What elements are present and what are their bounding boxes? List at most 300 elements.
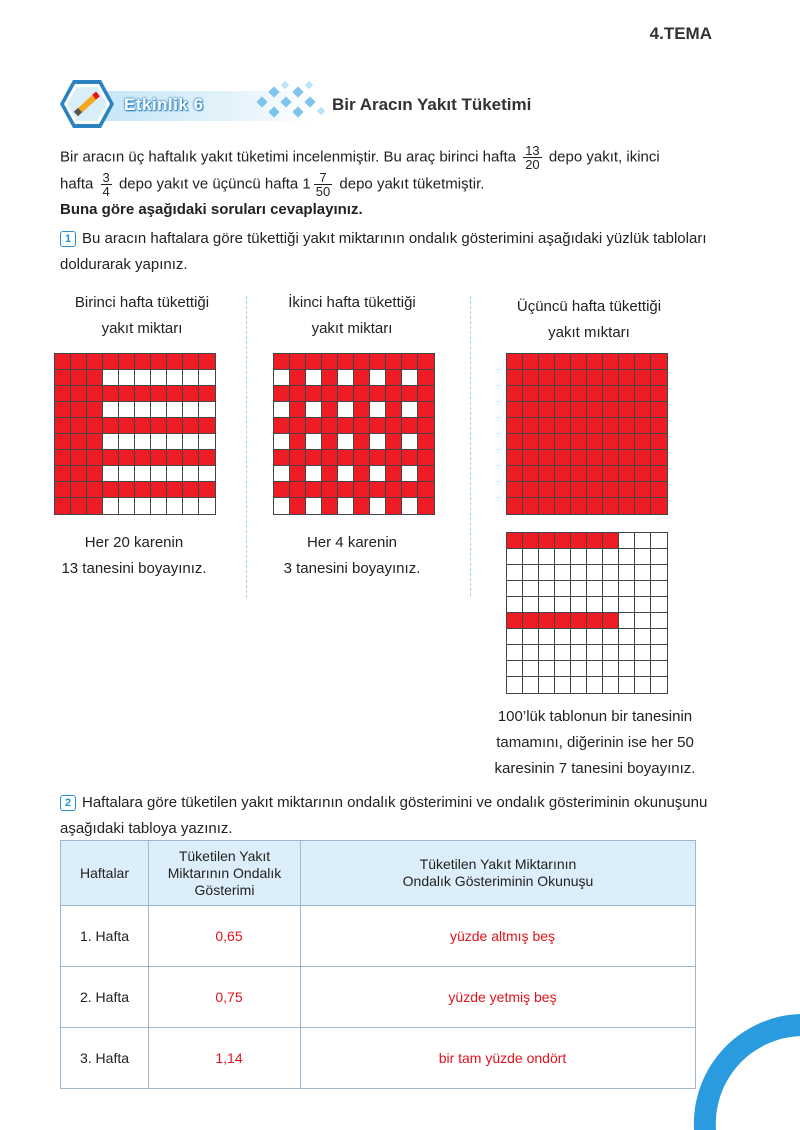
grid-cell <box>274 450 290 466</box>
grid-cell <box>651 418 667 434</box>
grid-cell <box>587 613 603 629</box>
activity-title: Bir Aracın Yakıt Tüketimi <box>332 95 532 114</box>
grid-cell <box>370 482 386 498</box>
grid-cell <box>290 498 306 514</box>
reading-cell[interactable]: yüzde yetmiş beş <box>301 967 696 1028</box>
activity-number: Etkinlik 6 <box>124 95 204 114</box>
grid-cell <box>338 370 354 386</box>
grid-cell <box>635 597 651 613</box>
grid-cell <box>619 549 635 565</box>
grid-cell <box>418 418 434 434</box>
grid-cell <box>167 354 183 370</box>
intro-text-2: depo yakıt, ikinci <box>548 148 660 166</box>
grid-cell <box>587 549 603 565</box>
grid-cell <box>539 386 555 402</box>
grid-cell <box>354 482 370 498</box>
grid-cell <box>418 386 434 402</box>
grid-cell <box>306 370 322 386</box>
grid-cell <box>619 533 635 549</box>
grid-cell <box>651 613 667 629</box>
grid-cell <box>354 402 370 418</box>
grid-cell <box>523 370 539 386</box>
grid-cell <box>507 386 523 402</box>
grid-cell <box>619 370 635 386</box>
grid-cell <box>135 482 151 498</box>
column-2-caption: Her 4 karenin 3 tanesini boyayınız. <box>283 534 421 577</box>
grid-cell <box>386 498 402 514</box>
grid-cell <box>571 498 587 514</box>
grid-cell <box>338 498 354 514</box>
grid-cell <box>539 498 555 514</box>
grid-cell <box>539 482 555 498</box>
grid-cell <box>507 533 523 549</box>
grid-cell <box>167 386 183 402</box>
grid-cell <box>322 498 338 514</box>
grid-cell <box>539 661 555 677</box>
grid-cell <box>199 498 215 514</box>
grid-cell <box>635 498 651 514</box>
grid-cell <box>71 434 87 450</box>
grid-cell <box>539 354 555 370</box>
hundred-grid-week-1 <box>54 353 216 515</box>
grid-cell <box>587 418 603 434</box>
column-3-caption: 100’lük tablonun bir tanesinin tamamını, diğerinin ise her 50 karesinin 7 tanesini boyayınız. <box>494 708 696 777</box>
grid-cell <box>539 613 555 629</box>
grid-cell <box>55 434 71 450</box>
grid-cell <box>651 629 667 645</box>
grid-cell <box>418 434 434 450</box>
grid-cell <box>370 450 386 466</box>
intro-text-4: depo yakıt ve üçüncü hafta 1 <box>118 175 311 193</box>
grid-cell <box>619 482 635 498</box>
grid-cell <box>523 450 539 466</box>
grid-cell <box>103 354 119 370</box>
grid-cell <box>571 370 587 386</box>
grid-cell <box>587 629 603 645</box>
grid-cell <box>555 418 571 434</box>
grid-cell <box>635 677 651 693</box>
grid-cell <box>370 402 386 418</box>
hundred-grid-week-2 <box>273 353 435 515</box>
grid-cell <box>322 386 338 402</box>
grid-cell <box>274 418 290 434</box>
grid-cell <box>635 661 651 677</box>
grid-cell <box>167 498 183 514</box>
grid-cell <box>71 402 87 418</box>
grid-cell <box>402 418 418 434</box>
table-row <box>61 1028 696 1089</box>
grid-cell <box>386 402 402 418</box>
grid-cell <box>151 466 167 482</box>
grid-cell <box>571 402 587 418</box>
grid-cell <box>386 418 402 434</box>
grid-cell <box>507 466 523 482</box>
grid-cell <box>87 434 103 450</box>
grid-cell <box>274 370 290 386</box>
grid-cell <box>354 354 370 370</box>
grid-cell <box>402 434 418 450</box>
grid-cell <box>167 418 183 434</box>
grid-cell <box>619 661 635 677</box>
grid-cell <box>587 482 603 498</box>
grid-cell <box>119 402 135 418</box>
reading-cell[interactable]: bir tam yüzde ondört <box>301 1028 696 1089</box>
grid-cell <box>523 581 539 597</box>
grid-cell <box>523 549 539 565</box>
grid-cell <box>587 533 603 549</box>
grid-cell <box>523 498 539 514</box>
grid-cell <box>167 466 183 482</box>
grid-cell <box>651 645 667 661</box>
grid-cell <box>635 434 651 450</box>
grid-cell <box>402 386 418 402</box>
grid-cell <box>167 482 183 498</box>
grid-cell <box>587 466 603 482</box>
grid-cell <box>539 466 555 482</box>
grid-cell <box>507 597 523 613</box>
grid-cell <box>418 498 434 514</box>
grid-cell <box>555 434 571 450</box>
grid-cell <box>539 418 555 434</box>
grid-cell <box>183 402 199 418</box>
grid-cell <box>651 402 667 418</box>
column-1-caption: Her 20 karenin 13 tanesini boyayınız. <box>61 534 207 577</box>
fraction-7-50: $\frac{7}{50}$ <box>315 170 331 199</box>
week-cell: 3. Hafta <box>61 1028 149 1089</box>
grid-cell <box>103 418 119 434</box>
grid-cell <box>555 402 571 418</box>
grid-cell <box>651 370 667 386</box>
grid-cell <box>402 354 418 370</box>
grid-cell <box>603 434 619 450</box>
grid-cell <box>55 498 71 514</box>
grid-cell <box>386 370 402 386</box>
grid-cell <box>651 434 667 450</box>
grid-cell <box>651 533 667 549</box>
question-2-text: Haftalara göre tüketilen yakıt miktarının ondalık gösterimini ve ondalık gösteriminin okunuşunu aşağıdaki tabloya yazınız. <box>60 794 708 837</box>
grid-cell <box>183 434 199 450</box>
grid-cell <box>571 597 587 613</box>
grid-cell <box>635 482 651 498</box>
grid-cell <box>555 450 571 466</box>
grid-cell <box>354 466 370 482</box>
grid-cell <box>619 565 635 581</box>
grid-cell <box>555 533 571 549</box>
grid-cell <box>71 370 87 386</box>
grid-cell <box>306 450 322 466</box>
grid-cell <box>587 402 603 418</box>
grid-cell <box>635 418 651 434</box>
grid-cell <box>151 386 167 402</box>
grid-cell <box>354 498 370 514</box>
grid-cell <box>354 370 370 386</box>
grid-cell <box>87 498 103 514</box>
grid-cell <box>55 402 71 418</box>
grid-cell <box>571 549 587 565</box>
intro-text-5: depo yakıt tüketmiştir. <box>339 175 485 193</box>
grid-cell <box>402 450 418 466</box>
grid-cell <box>274 482 290 498</box>
grid-cell <box>523 418 539 434</box>
grid-cell <box>651 354 667 370</box>
grid-cell <box>55 370 71 386</box>
grid-cell <box>571 613 587 629</box>
grid-cell <box>418 402 434 418</box>
grid-cell <box>306 498 322 514</box>
grid-cell <box>338 434 354 450</box>
grid-cell <box>635 354 651 370</box>
grid-cell <box>183 386 199 402</box>
grid-cell <box>587 645 603 661</box>
column-divider-2 <box>470 296 471 596</box>
grid-cell <box>338 386 354 402</box>
grid-cell <box>183 466 199 482</box>
question-number-badge: 2 <box>60 795 76 811</box>
grid-cell <box>651 565 667 581</box>
answer-table <box>60 840 696 1089</box>
grid-cell <box>135 402 151 418</box>
week-cell: 2. Hafta <box>61 967 149 1028</box>
grid-cell <box>523 645 539 661</box>
grid-cell <box>555 370 571 386</box>
grid-cell <box>306 386 322 402</box>
grid-cell <box>87 450 103 466</box>
grid-cell <box>119 370 135 386</box>
grid-cell <box>523 565 539 581</box>
grid-cell <box>87 402 103 418</box>
grid-cell <box>354 418 370 434</box>
grid-cell <box>555 629 571 645</box>
grid-cell <box>338 482 354 498</box>
grid-cell <box>587 661 603 677</box>
grid-cell <box>402 402 418 418</box>
grid-cell <box>338 450 354 466</box>
grid-cell <box>587 581 603 597</box>
header-reading: Tüketilen Yakıt Miktarının Ondalık Gösteriminin Okunuşu <box>301 841 696 906</box>
grid-cell <box>119 418 135 434</box>
grid-cell <box>507 581 523 597</box>
intro-text-3: hafta <box>60 175 94 193</box>
grid-cell <box>651 597 667 613</box>
decimal-cell[interactable]: 1,14 <box>149 1028 301 1089</box>
grid-cell <box>651 549 667 565</box>
grid-cell <box>199 482 215 498</box>
grid-cell <box>151 418 167 434</box>
grid-cell <box>71 450 87 466</box>
grid-cell <box>507 370 523 386</box>
grid-cell <box>587 450 603 466</box>
header-decimal: Tüketilen Yakıt Miktarının Ondalık Gösterimi <box>149 841 301 906</box>
grid-cell <box>322 434 338 450</box>
question-1-text: Bu aracın haftalara göre tükettiği yakıt miktarının ondalık gösterimini aşağıdaki yüzlük tabloları doldurarak yapınız. <box>60 230 707 273</box>
grid-cell <box>119 386 135 402</box>
grid-cell <box>507 645 523 661</box>
grid-cell <box>587 565 603 581</box>
grid-cell <box>151 402 167 418</box>
grid-cell <box>103 402 119 418</box>
grid-cell <box>386 354 402 370</box>
grid-cell <box>135 450 151 466</box>
grid-cell <box>523 613 539 629</box>
grid-cell <box>539 533 555 549</box>
grid-cell <box>523 661 539 677</box>
grid-cell <box>539 549 555 565</box>
table-header-row <box>61 841 696 906</box>
grid-cell <box>507 482 523 498</box>
grid-cell <box>290 466 306 482</box>
grid-cell <box>635 386 651 402</box>
column-3-label: Üçüncü hafta tükettiği yakıt mıktarı <box>516 298 662 341</box>
fraction-3-4: $\frac{3}{4}$ <box>102 170 110 199</box>
grid-cell <box>587 597 603 613</box>
grid-cell <box>199 466 215 482</box>
grid-cell <box>603 386 619 402</box>
grid-cell <box>119 434 135 450</box>
grid-cell <box>199 402 215 418</box>
grid-cell <box>402 498 418 514</box>
grid-cell <box>523 354 539 370</box>
grid-cell <box>135 434 151 450</box>
grid-cell <box>135 418 151 434</box>
grid-cell <box>603 418 619 434</box>
grid-cell <box>322 370 338 386</box>
grid-cell <box>199 434 215 450</box>
grid-cell <box>183 354 199 370</box>
grid-cell <box>571 450 587 466</box>
table-row <box>61 967 696 1028</box>
grid-cell <box>199 418 215 434</box>
decimal-cell[interactable]: 0,65 <box>149 906 301 967</box>
grid-cell <box>603 482 619 498</box>
grid-cell <box>322 418 338 434</box>
grid-cell <box>71 386 87 402</box>
reading-cell[interactable]: yüzde altmış beş <box>301 906 696 967</box>
grid-cell <box>523 402 539 418</box>
grid-cell <box>199 450 215 466</box>
grid-cell <box>87 482 103 498</box>
grid-cell <box>306 482 322 498</box>
grid-cell <box>135 354 151 370</box>
grid-cell <box>523 482 539 498</box>
grid-cell <box>354 450 370 466</box>
grid-cell <box>183 482 199 498</box>
grid-cell <box>103 466 119 482</box>
grid-cell <box>322 466 338 482</box>
grid-cell <box>290 450 306 466</box>
grid-cell <box>539 581 555 597</box>
grid-cell <box>555 661 571 677</box>
grid-cell <box>402 466 418 482</box>
grid-cell <box>603 549 619 565</box>
grid-cell <box>507 549 523 565</box>
grid-cell <box>167 402 183 418</box>
hundred-grid-week-3-full <box>506 353 668 515</box>
grid-cell <box>619 354 635 370</box>
grid-cell <box>555 613 571 629</box>
grid-cell <box>55 450 71 466</box>
grid-cell <box>571 677 587 693</box>
grid-cell <box>539 629 555 645</box>
grid-cell <box>290 370 306 386</box>
week-cell: 1. Hafta <box>61 906 149 967</box>
grid-cell <box>619 498 635 514</box>
grid-cell <box>539 370 555 386</box>
grid-cell <box>370 434 386 450</box>
grid-cell <box>619 434 635 450</box>
grid-cell <box>555 466 571 482</box>
grid-cell <box>507 450 523 466</box>
grid-cell <box>386 450 402 466</box>
grid-cell <box>635 565 651 581</box>
grid-cell <box>635 450 651 466</box>
grid-cell <box>555 386 571 402</box>
diamond-pattern-icon <box>248 78 328 130</box>
table-row <box>61 906 696 967</box>
question-1 <box>60 226 730 278</box>
grid-cell <box>507 613 523 629</box>
grid-cell <box>635 549 651 565</box>
grid-cell <box>619 629 635 645</box>
grid-cell <box>87 354 103 370</box>
grid-cell <box>274 498 290 514</box>
grid-cell <box>71 482 87 498</box>
grid-cell <box>587 386 603 402</box>
grid-cell <box>306 466 322 482</box>
grid-cell <box>306 418 322 434</box>
grid-cell <box>507 661 523 677</box>
grid-cell <box>603 565 619 581</box>
grid-cell <box>135 386 151 402</box>
grid-cell <box>370 354 386 370</box>
grid-cell <box>635 466 651 482</box>
theme-label: 4.TEMA <box>649 24 712 43</box>
question-2 <box>60 790 720 842</box>
grid-cell <box>555 597 571 613</box>
grid-cell <box>306 402 322 418</box>
grid-cell <box>587 354 603 370</box>
grid-cell <box>507 434 523 450</box>
grid-cell <box>386 434 402 450</box>
grid-cell <box>619 581 635 597</box>
grid-cell <box>635 645 651 661</box>
grid-cell <box>119 450 135 466</box>
grid-cell <box>338 418 354 434</box>
grid-cell <box>571 629 587 645</box>
grid-cell <box>135 466 151 482</box>
grid-cell <box>555 645 571 661</box>
grid-cell <box>619 450 635 466</box>
grid-cell <box>199 386 215 402</box>
grid-cell <box>555 482 571 498</box>
grid-cell <box>55 482 71 498</box>
grid-cell <box>603 402 619 418</box>
grid-cell <box>571 386 587 402</box>
grid-cell <box>338 354 354 370</box>
grid-cell <box>635 629 651 645</box>
activity-header <box>58 78 598 130</box>
grid-cell <box>603 677 619 693</box>
grid-cell <box>651 386 667 402</box>
question-number-badge: 1 <box>60 231 76 247</box>
grid-cell <box>651 482 667 498</box>
decimal-cell[interactable]: 0,75 <box>149 967 301 1028</box>
grid-cell <box>539 597 555 613</box>
grid-cell <box>651 661 667 677</box>
grid-cell <box>55 418 71 434</box>
grid-cell <box>571 434 587 450</box>
column-1-label: Birinci hafta tükettiği yakıt miktarı <box>74 294 210 337</box>
grid-cell <box>603 533 619 549</box>
